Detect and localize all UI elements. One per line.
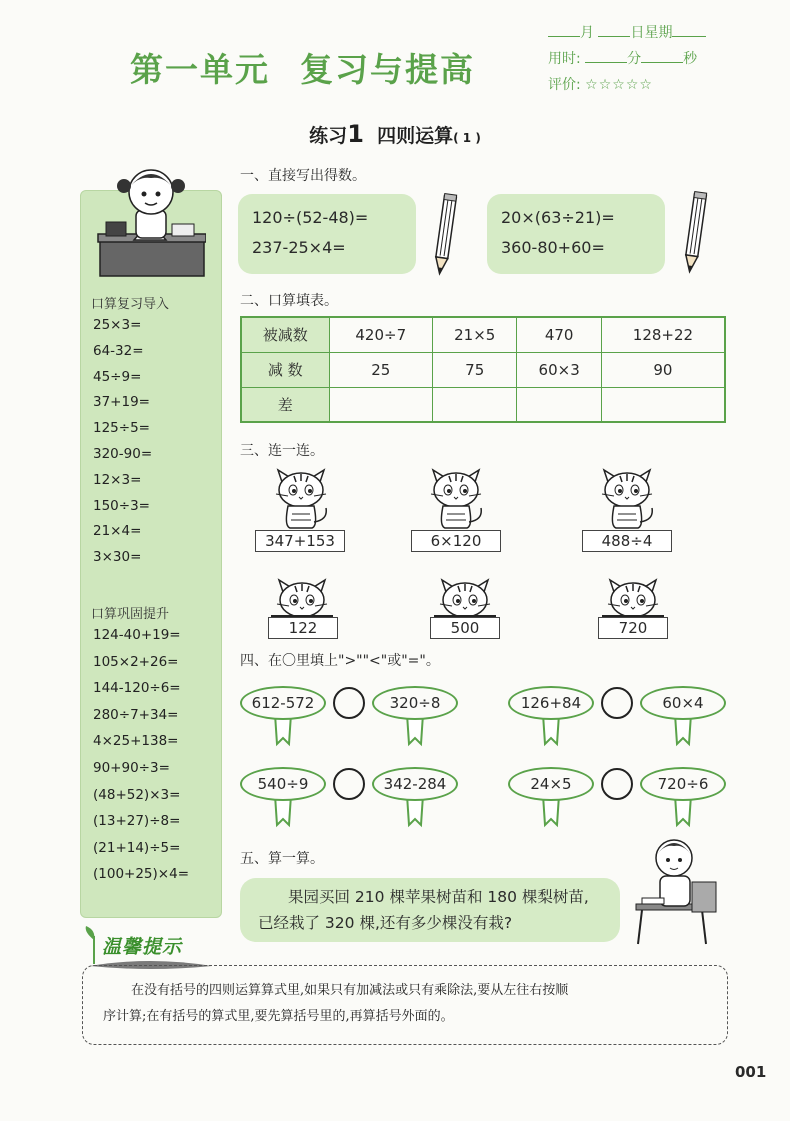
day-label: 日 xyxy=(630,25,645,41)
time-label: 用时: xyxy=(548,51,581,67)
oral-intro-item[interactable]: 45÷9= xyxy=(93,368,142,385)
weekday-blank[interactable] xyxy=(672,25,706,37)
section3-label: 三、连一连。 xyxy=(240,443,324,459)
table-cell: 128+22 xyxy=(601,317,725,352)
page-number: 001 xyxy=(735,1063,767,1081)
unit-title xyxy=(130,44,475,91)
table-header-cell: 差 xyxy=(241,387,329,422)
ribbon-decoration xyxy=(539,714,563,758)
oral-calc-sidebar xyxy=(80,190,222,918)
ribbon-decoration xyxy=(403,714,427,758)
ribbon-decoration xyxy=(271,714,295,758)
problem-1[interactable]: 120÷(52-48)= xyxy=(252,208,369,227)
oral-intro-item[interactable]: 12×3= xyxy=(93,471,142,488)
month-blank[interactable] xyxy=(548,25,580,37)
exercise-topic: 四则运算 xyxy=(377,125,454,147)
oral-intro-item[interactable]: 150÷3= xyxy=(93,497,150,514)
oral-intro-item[interactable]: 21×4= xyxy=(93,523,142,540)
compare-answer-circle[interactable] xyxy=(333,687,365,719)
consolidation-item[interactable]: (21+14)÷5= xyxy=(93,839,181,856)
compare-expression: 320÷8 xyxy=(372,686,458,720)
compare-answer-circle[interactable] xyxy=(333,768,365,800)
rating-line xyxy=(548,74,653,94)
problem-3[interactable]: 20×(63÷21)= xyxy=(501,208,615,227)
minutes-label: 分 xyxy=(627,51,642,67)
match-answer-label[interactable]: 122 xyxy=(268,617,338,639)
answer-cell[interactable] xyxy=(329,387,433,422)
seconds-label: 秒 xyxy=(683,51,698,67)
oral-intro-item[interactable]: 64-32= xyxy=(93,342,144,359)
pencil-icon xyxy=(430,192,460,278)
word-problem-box xyxy=(240,878,620,942)
ribbon-decoration xyxy=(539,795,563,839)
exercise-number: 1 xyxy=(347,120,364,148)
boy-at-desk-illustration xyxy=(632,834,722,946)
month-label: 月 xyxy=(580,25,594,41)
weekday-label: 星期 xyxy=(644,25,673,41)
match-expression-label[interactable]: 347+153 xyxy=(255,530,345,552)
compare-expression: 24×5 xyxy=(508,767,594,801)
compare-expression: 342-284 xyxy=(372,767,458,801)
compare-answer-circle[interactable] xyxy=(601,687,633,719)
consolidation-title: 口算巩固提升 xyxy=(91,607,170,622)
table-row xyxy=(241,317,725,352)
compare-expression: 60×4 xyxy=(640,686,726,720)
exercise-part: ( 1 ) xyxy=(453,131,481,145)
problem-4[interactable]: 360-80+60= xyxy=(501,238,605,257)
ribbon-decoration xyxy=(671,795,695,839)
consolidation-item[interactable]: 144-120÷6= xyxy=(93,680,181,697)
subtraction-table xyxy=(240,316,726,423)
answer-cell[interactable] xyxy=(433,387,517,422)
match-expression-label[interactable]: 488÷4 xyxy=(582,530,672,552)
ribbon-decoration xyxy=(403,795,427,839)
sitting-cat-icon xyxy=(266,460,336,534)
rating-stars-icon[interactable]: ☆☆☆☆☆ xyxy=(585,77,653,93)
oral-intro-item[interactable]: 125÷5= xyxy=(93,420,150,437)
table-header-cell: 被减数 xyxy=(241,317,329,352)
section2-label: 二、口算填表。 xyxy=(240,293,338,309)
table-cell: 75 xyxy=(433,352,517,387)
tip-line2: 序计算;在有括号的算式里,要先算括号里的,再算括号外面的。 xyxy=(103,1009,454,1024)
time-line xyxy=(548,48,697,68)
tip-box xyxy=(82,965,728,1045)
compare-answer-circle[interactable] xyxy=(601,768,633,800)
consolidation-item[interactable]: 124-40+19= xyxy=(93,627,181,643)
compare-expression: 540÷9 xyxy=(240,767,326,801)
seconds-blank[interactable] xyxy=(641,51,683,63)
consolidation-item[interactable]: 4×25+138= xyxy=(93,733,179,750)
consolidation-item[interactable]: 90+90÷3= xyxy=(93,760,170,776)
table-cell: 420÷7 xyxy=(329,317,433,352)
peeking-cat-icon xyxy=(598,570,668,622)
table-cell: 470 xyxy=(517,317,601,352)
table-cell: 90 xyxy=(601,352,725,387)
table-header-cell: 减 数 xyxy=(241,352,329,387)
exercise-title xyxy=(0,120,790,148)
table-row xyxy=(241,387,725,422)
consolidation-item[interactable]: (100+25)×4= xyxy=(93,866,190,883)
consolidation-item[interactable]: 280÷7+34= xyxy=(93,706,179,723)
rating-label: 评价: xyxy=(548,77,581,93)
answer-cell[interactable] xyxy=(517,387,601,422)
consolidation-item[interactable]: 105×2+26= xyxy=(93,653,179,670)
direct-answer-box-left xyxy=(238,194,416,274)
problem-2[interactable]: 237-25×4= xyxy=(252,238,346,257)
oral-intro-item[interactable]: 37+19= xyxy=(93,394,150,411)
unit-title-part2: 复习与提高 xyxy=(300,50,475,89)
table-row xyxy=(241,352,725,387)
date-line xyxy=(548,22,706,42)
peeking-cat-icon xyxy=(430,570,500,622)
oral-intro-item[interactable]: 3×30= xyxy=(93,549,142,566)
section1-label: 一、直接写出得数。 xyxy=(240,168,366,184)
section4-label: 四、在〇里填上">""<"或"="。 xyxy=(240,653,440,669)
sitting-cat-icon xyxy=(421,460,491,534)
pencil-icon xyxy=(680,190,710,276)
compare-expression: 720÷6 xyxy=(640,767,726,801)
tip-title: 温馨提示 xyxy=(102,936,183,958)
minutes-blank[interactable] xyxy=(585,51,627,63)
word-problem-line1: 果园买回 210 棵苹果树苗和 180 棵梨树苗, xyxy=(288,888,589,906)
girl-at-desk-illustration xyxy=(94,160,206,278)
table-cell: 60×3 xyxy=(517,352,601,387)
table-cell: 25 xyxy=(329,352,433,387)
section5-label: 五、算一算。 xyxy=(240,851,324,867)
oral-intro-item[interactable]: 320-90= xyxy=(93,446,153,462)
oral-intro-title: 口算复习导入 xyxy=(91,297,170,312)
match-answer-label[interactable]: 500 xyxy=(430,617,500,639)
consolidation-item[interactable]: (13+27)÷8= xyxy=(93,813,181,830)
peeking-cat-icon xyxy=(267,570,337,622)
direct-answer-box-right xyxy=(487,194,665,274)
answer-cell[interactable] xyxy=(601,387,725,422)
tip-line1: 在没有括号的四则运算算式里,如果只有加减法或只有乘除法,要从左往右按顺 xyxy=(131,983,569,998)
table-cell: 21×5 xyxy=(433,317,517,352)
word-problem-line2: 已经栽了 320 棵,还有多少棵没有栽? xyxy=(258,914,513,932)
ribbon-decoration xyxy=(671,714,695,758)
match-expression-label[interactable]: 6×120 xyxy=(411,530,501,552)
oral-intro-item[interactable]: 25×3= xyxy=(93,317,142,333)
compare-expression: 126+84 xyxy=(508,686,594,720)
match-answer-label[interactable]: 720 xyxy=(598,617,668,639)
consolidation-item[interactable]: (48+52)×3= xyxy=(93,786,181,803)
exercise-prefix: 练习 xyxy=(309,125,348,147)
ribbon-decoration xyxy=(271,795,295,839)
unit-title-part1: 第一单元 xyxy=(130,50,270,89)
sitting-cat-icon xyxy=(592,460,662,534)
compare-expression: 612-572 xyxy=(240,686,326,720)
day-blank[interactable] xyxy=(598,25,630,37)
